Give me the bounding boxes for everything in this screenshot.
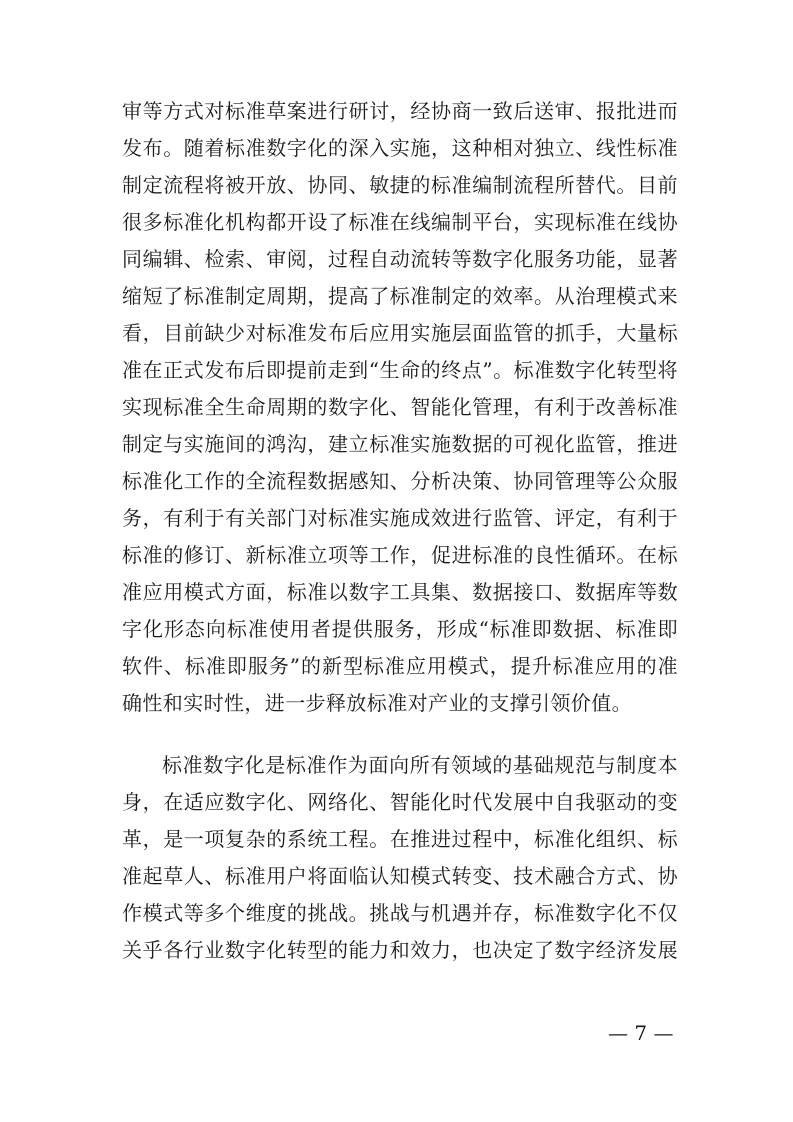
paragraph-line: 审等方式对标准草案进行研讨，经协商一致后送审、报批进而 <box>122 99 678 123</box>
paragraph-line: 务，有利于有关部门对标准实施成效进行监管、评定，有利于 <box>122 506 678 530</box>
paragraph-line: 作模式等多个维度的挑战。挑战与机遇并存，标准数字化不仅 <box>122 901 678 925</box>
paragraph-line: 制定与实施间的鸿沟，建立标准实施数据的可视化监管，推进 <box>122 432 678 456</box>
paragraph-line: 准在正式发布后即提前走到“生命的终点”。标准数字化转型将 <box>122 358 678 382</box>
paragraph-line: 实现标准全生命周期的数字化、智能化管理，有利于改善标准 <box>122 395 678 419</box>
paragraph-line: 关乎各行业数字化转型的能力和效力，也决定了数字经济发展 <box>122 938 678 962</box>
paragraph-line: 标准数字化是标准作为面向所有领域的基础规范与制度本 <box>162 753 678 777</box>
paragraph-line: 准应用模式方面，标准以数字工具集、数据接口、数据库等数 <box>122 580 678 604</box>
paragraph-line: 很多标准化机构都开设了标准在线编制平台，实现标准在线协 <box>122 210 678 234</box>
paragraph-line: 确性和实时性，进一步释放标准对产业的支撑引领价值。 <box>122 691 632 715</box>
paragraph-line: 革，是一项复杂的系统工程。在推进过程中，标准化组织、标 <box>122 827 678 851</box>
page-number: — 7 — <box>608 1021 674 1045</box>
paragraph-line: 制定流程将被开放、协同、敏捷的标准编制流程所替代。目前 <box>122 173 678 197</box>
paragraph-line: 字化形态向标准使用者提供服务，形成“标准即数据、标准即 <box>122 617 678 641</box>
paragraph-line: 发布。随着标准数字化的深入实施，这种相对独立、线性标准 <box>122 136 678 160</box>
paragraph-line: 标准化工作的全流程数据感知、分析决策、协同管理等公众服 <box>122 469 678 493</box>
paragraph-line: 软件、标准即服务”的新型标准应用模式，提升标准应用的准 <box>122 654 678 678</box>
paragraph-line: 看，目前缺少对标准发布后应用实施层面监管的抓手，大量标 <box>122 321 678 345</box>
paragraph-line: 标准的修订、新标准立项等工作，促进标准的良性循环。在标 <box>122 543 678 567</box>
paragraph-line: 准起草人、标准用户将面临认知模式转变、技术融合方式、协 <box>122 864 678 888</box>
paragraph-line: 同编辑、检索、审阅，过程自动流转等数字化服务功能，显著 <box>122 247 678 271</box>
paragraph-line: 身，在适应数字化、网络化、智能化时代发展中自我驱动的变 <box>122 790 678 814</box>
paragraph-line: 缩短了标准制定周期，提高了标准制定的效率。从治理模式来 <box>122 284 678 308</box>
